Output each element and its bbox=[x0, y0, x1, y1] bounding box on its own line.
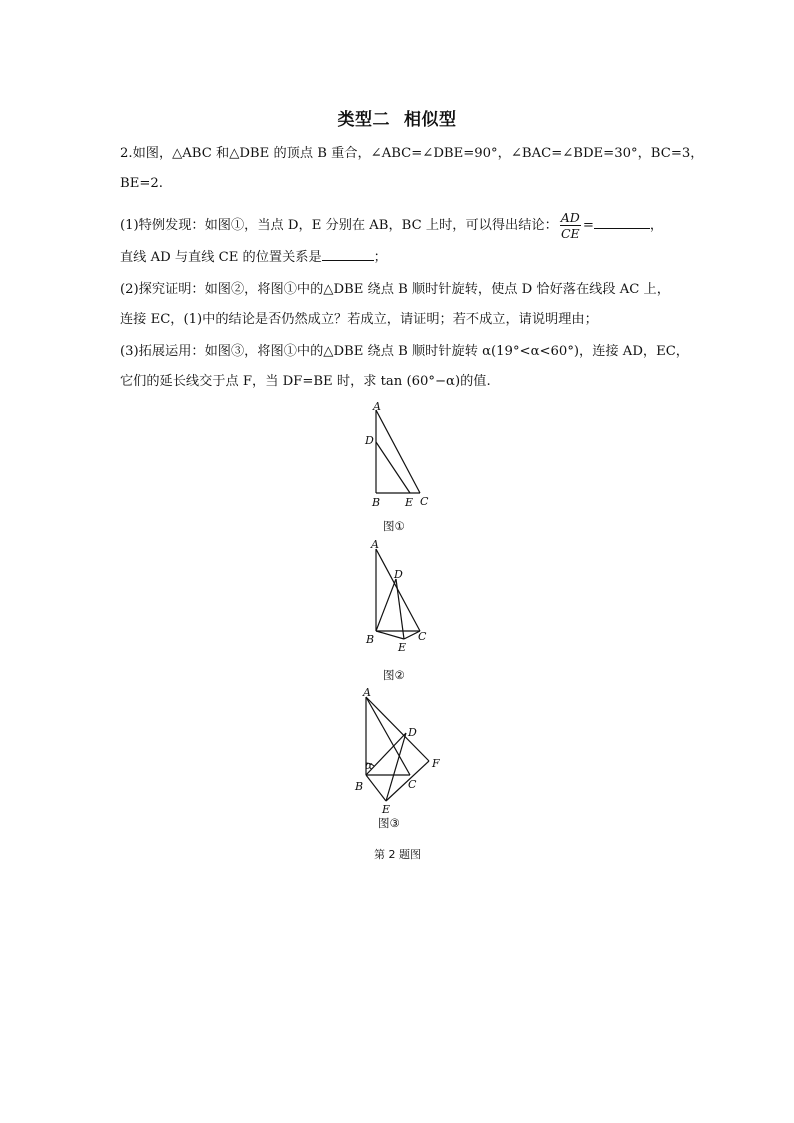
label-F: F bbox=[432, 757, 440, 770]
label-B: B bbox=[366, 633, 375, 646]
question-1-line2-text: 直线 AD 与直线 CE 的位置关系是 bbox=[120, 250, 322, 265]
fraction-denominator: CE bbox=[560, 226, 580, 241]
section-title-part2: 相似型 bbox=[404, 110, 457, 130]
question-2-line-1: (2)探究证明：如图②，将图①中的△DBE 绕点 B 顺时针旋转，使点 D 恰好落在线段 AC 上， bbox=[120, 282, 670, 297]
label-A: A bbox=[371, 538, 379, 551]
segment-AF bbox=[366, 697, 429, 761]
question-3-line-2: 它们的延长线交于点 F，当 DF=BE 时，求 tan (60°−α)的值. bbox=[120, 374, 491, 389]
figure-3-caption: 图③ bbox=[378, 816, 400, 830]
figure-3 bbox=[350, 683, 450, 827]
ratio-fraction bbox=[560, 210, 581, 241]
figure-1-caption: 图① bbox=[383, 519, 405, 533]
question-1-text: (1)特例发现：如图①，当点 D，E 分别在 AB，BC 上时，可以得出结论： bbox=[120, 218, 558, 233]
label-B: B bbox=[355, 780, 364, 793]
label-A: A bbox=[363, 686, 371, 699]
segment-BD bbox=[376, 579, 396, 631]
segment-DE bbox=[396, 579, 404, 639]
label-D: D bbox=[408, 726, 417, 739]
label-B: B bbox=[372, 496, 381, 509]
label-C: C bbox=[420, 495, 429, 508]
question-1-line-1 bbox=[120, 210, 663, 241]
label-C: C bbox=[408, 778, 417, 791]
fraction-numerator: AD bbox=[560, 210, 580, 225]
segment-DE bbox=[376, 442, 410, 493]
figure-1 bbox=[360, 398, 440, 517]
question-1-end: ， bbox=[649, 218, 664, 233]
question-1-line2-end: ； bbox=[373, 250, 387, 265]
label-E: E bbox=[398, 641, 407, 654]
label-C: C bbox=[418, 630, 427, 643]
equals-sign: = bbox=[582, 218, 594, 233]
figure-2 bbox=[360, 535, 440, 659]
figure-2-caption: 图② bbox=[383, 668, 405, 682]
label-D: D bbox=[365, 434, 374, 447]
segment-BE bbox=[366, 775, 386, 801]
answer-blank-ratio[interactable] bbox=[594, 216, 650, 229]
label-D: D bbox=[394, 568, 403, 581]
question-1-line-2 bbox=[120, 248, 387, 267]
figure-1-diagram bbox=[360, 398, 440, 513]
label-E: E bbox=[382, 803, 391, 816]
label-E: E bbox=[405, 496, 414, 509]
segment-BE bbox=[376, 631, 404, 639]
problem-line-2: BE=2. bbox=[120, 176, 163, 191]
label-A: A bbox=[373, 400, 381, 413]
figure-group-caption: 第 2 题图 bbox=[374, 848, 421, 861]
question-3-line-1: (3)拓展运用：如图③，将图①中的△DBE 绕点 B 顺时针旋转 α(19°<α<60°)，连接 AD，EC， bbox=[120, 344, 689, 359]
section-title bbox=[0, 105, 794, 130]
section-title-part1: 类型二 bbox=[337, 110, 390, 130]
problem-line-1: 2.如图，△ABC 和△DBE 的顶点 B 重合，∠ABC=∠DBE=90°，∠BAC=∠BDE=30°，BC=3， bbox=[120, 146, 704, 161]
answer-blank-position[interactable] bbox=[322, 248, 374, 261]
figure-3-diagram bbox=[350, 683, 450, 823]
label-alpha: α bbox=[365, 759, 373, 772]
figure-2-diagram bbox=[360, 535, 440, 655]
question-2-line-2: 连接 EC，(1)中的结论是否仍然成立？若成立，请证明；若不成立，请说明理由； bbox=[120, 312, 598, 327]
